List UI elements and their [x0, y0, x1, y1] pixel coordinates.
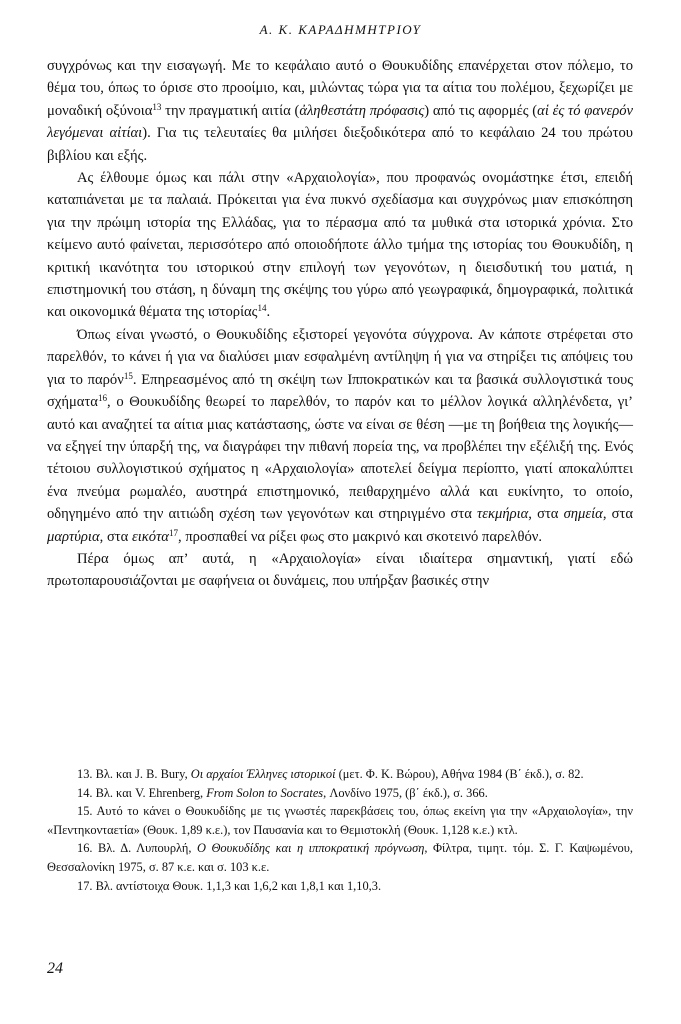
paragraph-3	[47, 324, 633, 548]
footnote-text: 15. Αυτό το κάνει ο Θουκυδίδης με τις γνωστές παρεκβάσεις του, όπως εκείνη για την «Αρχαιολογία», την «Πεντηκονταετία» (Θουκ. 1,89 κ.ε.), τον Παυσανία και το Θεμιστοκλή (Θουκ. 1,128 κ.ε.) κτλ.	[47, 804, 633, 837]
footnotes	[47, 765, 633, 895]
running-header: Α. Κ. ΚΑΡΑΔΗΜΗΤΡΙΟΥ	[259, 22, 422, 37]
term-italic: εικότα	[131, 528, 169, 545]
text-segment: Πέρα όμως απ’ αυτά, η «Αρχαιολογία» είναι ιδιαίτερα σημαντική, γιατί εδώ πρωτοπαρουσιάζονται με σαφήνεια οι δυνάμεις, που υπήρξαν βασικές στην	[47, 550, 633, 590]
footnote-text: , Λονδίνο 1975, (β΄ έκδ.), σ. 366.	[323, 785, 488, 800]
text-segment: .	[266, 304, 271, 321]
paragraph-1	[47, 55, 633, 167]
footnote-13	[47, 765, 633, 784]
footnote-ref-14: 14	[257, 303, 267, 314]
text-segment: , στα	[99, 528, 132, 545]
book-title: From Solon to Socrates	[206, 785, 324, 800]
book-title: Ο Θουκυδίδης και η ιπποκρατική πρόγνωση	[197, 841, 425, 856]
text-segment: . Επηρεασμένος από τη σκέψη των Ιπποκρατικών και τα βασικά συλλογιστικά τους σχήματα	[47, 371, 633, 411]
text-segment: Όπως είναι γνωστό, ο Θουκυδίδης εξιστορεί γεγονότα σύγχρονα. Αν κάποτε στρέφεται στο παρελθόν, το κάνει ή για να διαλύσει μιαν εσφαλμένη αντίληψη ή για να στηρίξει τις απόψεις του για το παρόν	[47, 326, 633, 388]
footnote-text: 13. Βλ. και J. B. Bury,	[77, 767, 191, 781]
footnote-text: 16. Βλ. Δ. Λυπουρλή,	[77, 841, 197, 856]
text-segment: συγχρόνως και την εισαγωγή. Με το κεφάλαιο αυτό ο Θουκυδίδης επανέρχεται στον πόλεμο, το θέμα του, όπως το όρισε στο προοίμιο, και, μιλώντας τώρα για τα αίτια του πολέμου, ξεχωρίζει με μοναδική οξύνοια	[47, 58, 633, 119]
footnote-ref-17: 17	[168, 527, 179, 538]
footnote-17	[47, 877, 633, 896]
footnote-text: 14. Βλ. και V. Ehrenberg,	[77, 785, 207, 800]
greek-quote: αἱ ἐς τό φανερόν λεγόμεναι αἰτίαι	[47, 102, 633, 142]
main-text	[47, 55, 633, 593]
paragraph-2	[47, 167, 633, 324]
term-italic: τεκμήρια	[477, 506, 529, 523]
text-segment: , στα	[528, 506, 564, 523]
text-segment: , ο Θουκυδίδης θεωρεί το παρελθόν, το παρόν και το μέλλον λογικά αλληλένδετα, γι’ αυτό και αναζητεί τα αίτια μιας κατάστασης, ώστε να είναι σε θέση —με τη βοήθεια της λογικής— να εξηγεί την ύπαρξή της, να διαγράφει την πιθανή πορεία της, να προβλέπει την εξέλιξή της. Ενός τέτοιου συλλογιστικού σχήματος η «Αρχαιολογία» αποτελεί δείγμα περίοπτο, γιατί αποκαλύπτει ένα πνεύμα ρωμαλέο, αυστηρά επιστημονικό, πειθαρχημένο αλλά και ευκίνητο, το οποίο, οδηγημένο από την αιτιώδη σχέση των γεγονότων και στηριγμένο στα	[47, 394, 633, 523]
footnote-text: , Φίλτρα, τιμητ. τόμ. Σ. Γ. Καψωμένου, Θεσσαλονίκη 1975, σ. 87 κ.ε. και σ. 103 κ.ε.	[47, 841, 633, 874]
footnote-14	[47, 784, 633, 803]
text-segment: , προσπαθεί να ρίξει φως στο μακρινό και σκοτεινό παρελθόν.	[178, 528, 542, 545]
footnote-text: 17. Βλ. αντίστοιχα Θουκ. 1,1,3 και 1,6,2 και 1,8,1 και 1,10,3.	[77, 878, 382, 893]
footnote-ref-16: 16	[97, 393, 108, 404]
footnote-text: (μετ. Φ. Κ. Βώρου), Αθήνα 1984 (Β΄ έκδ.), σ. 82.	[335, 767, 584, 781]
text-segment: ). Για τις τελευταίες θα μιλήσει διεξοδικότερα από το κεφάλαιο 24 του πρώτου βιβλίου και εξής.	[47, 125, 633, 164]
footnote-16	[47, 839, 633, 876]
footnote-15	[47, 802, 633, 839]
text-segment: ) από τις αφορμές (	[424, 102, 538, 119]
text-segment: Ας έλθουμε όμως και πάλι στην «Αρχαιολογία», που προφανώς ονομάστηκε έτσι, επειδή καταπιάνεται με τα παλαιά. Πρόκειται για ένα πυκνό σχεδίασμα και συγχρόνως μιαν επισκόπηση για την πρώιμη ιστορία της Ελλάδας, για το πέρασμα από τα μυθικά στα ιστορικά χρόνια. Στο κείμενο αυτό φαίνεται, περισσότερο από οποιοδήποτε άλλο τμήμα της ιστορίας του Θουκυδίδη, η κριτική ικανότητα του ιστορικού στην επιλογή των γεγονότων, η διεισδυτική του ματιά, η επιστημονική του στάση, η δύναμη της σκέψης του γύρω από γεωγραφικά, δημογραφικά, πολιτικά και οικονομικά θέματα της ιστορίας	[47, 170, 633, 321]
term-italic: σημεία	[563, 506, 603, 523]
text-segment: , στα	[602, 506, 633, 523]
term-italic: μαρτύρια	[47, 528, 100, 545]
text-segment: την πραγματική αιτία (	[161, 102, 300, 119]
book-title: Οι αρχαίοι Έλληνες ιστορικοί	[190, 767, 336, 781]
footnote-ref-13: 13	[152, 101, 162, 112]
greek-quote: ἀληθεστάτη πρόφασις	[299, 102, 425, 119]
footnote-ref-15: 15	[123, 370, 133, 381]
page-number: 24	[47, 960, 63, 977]
paragraph-4	[47, 548, 633, 593]
